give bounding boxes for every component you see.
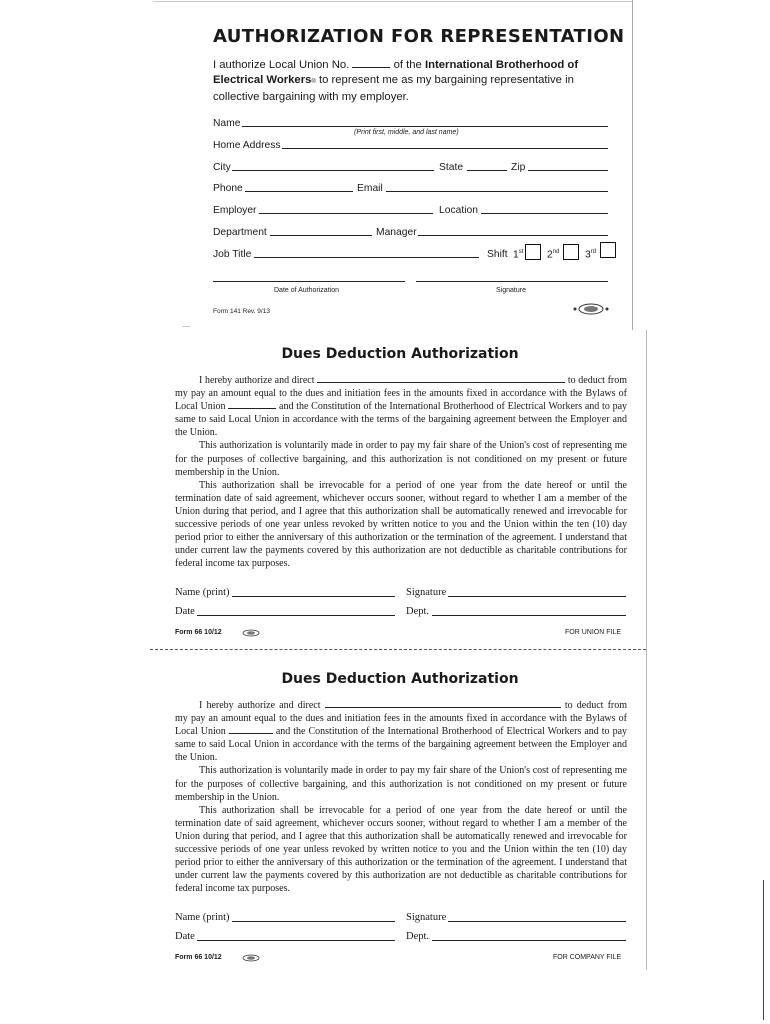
dues-paragraph-2: This authorization is voluntarily made in order to pay my fair share of the Union's cost of representing me for the purposes of collective bargaining, and this authorization is not conditioned on my present or future membership in the Union. bbox=[175, 440, 627, 478]
signature-field[interactable] bbox=[448, 921, 626, 922]
intro-text-4: Electrical Workers bbox=[213, 74, 312, 86]
name-hint: (Print first, middle, and last name) bbox=[354, 129, 459, 136]
top-edge-line bbox=[153, 1, 633, 2]
home-address-label: Home Address bbox=[213, 140, 281, 151]
zip-label: Zip bbox=[511, 162, 526, 173]
dues-form-number: Form 66 10/12 bbox=[175, 954, 222, 961]
signature-label: Signature bbox=[406, 587, 447, 598]
intro-text-5: to represent me as my bargaining representative in collective bargaining with my employer. bbox=[213, 74, 574, 103]
phone-label: Phone bbox=[213, 183, 243, 194]
shift-2-label: 2nd bbox=[547, 249, 560, 261]
date-label: Date bbox=[175, 606, 195, 617]
name-field[interactable] bbox=[242, 126, 608, 127]
date-of-authorization-field[interactable] bbox=[213, 281, 405, 282]
union-seal-icon bbox=[572, 303, 610, 315]
employer-direct-field[interactable] bbox=[325, 699, 561, 708]
city-field[interactable] bbox=[232, 170, 434, 171]
email-field[interactable] bbox=[386, 191, 608, 192]
date-label: Date bbox=[175, 931, 195, 942]
shift-2-checkbox[interactable] bbox=[563, 244, 579, 260]
dues-paragraph-3: This authorization shall be irrevocable for a period of one year from the date hereof or until the termination date of said agreement, whichever occurs sooner, without regard to whether I am a member of the Union during that period, and I agree that this authorization shall be automatically renewed and irrevocable for successive periods of one year unless revoked by written notice to you and the Union within the ten (10) day period prior to either the anniversary of this authorization or the termination of the agreement. I understand that under current law the payments covered by this authorization are not deductible as charitable contributions for federal income tax purposes. bbox=[175, 479, 627, 570]
dues-form-number: Form 66 10/12 bbox=[175, 629, 222, 636]
union-seal-icon bbox=[238, 954, 264, 962]
intro-text-2: of the bbox=[393, 59, 422, 71]
employer-label: Employer bbox=[213, 205, 257, 216]
dues-body bbox=[175, 699, 627, 895]
location-field[interactable] bbox=[481, 213, 608, 214]
signature-field[interactable] bbox=[416, 281, 608, 282]
name-print-label: Name (print) bbox=[175, 912, 230, 923]
job-title-label: Job Title bbox=[213, 249, 252, 260]
file-label: FOR UNION FILE bbox=[565, 629, 622, 636]
intro-text-3: International Brotherhood of bbox=[424, 59, 579, 71]
union-seal-icon bbox=[238, 629, 264, 637]
dues-paragraph-1: I hereby authorize and direct to deduct from my pay an amount equal to the dues and initiation fees in the amounts fixed in accordance with the Bylaws of Local Union and the Constitution of the International Brotherhood of Electrical Workers and to pay same to said Local Union in accordance with the terms of the bargaining agreement between the Employer and the Union. bbox=[175, 375, 628, 439]
dept-label: Dept. bbox=[406, 931, 430, 942]
job-title-field[interactable] bbox=[254, 257, 479, 258]
date-field[interactable] bbox=[197, 615, 395, 616]
date-of-authorization-label: Date of Authorization bbox=[274, 287, 339, 294]
department-label: Department bbox=[213, 227, 267, 238]
location-label: Location bbox=[439, 205, 478, 216]
department-field[interactable] bbox=[270, 235, 372, 236]
name-label: Name bbox=[213, 118, 241, 129]
cut-mark-left bbox=[182, 326, 190, 327]
manager-field[interactable] bbox=[418, 235, 608, 236]
right-margin-line bbox=[646, 330, 647, 970]
dept-field[interactable] bbox=[432, 940, 626, 941]
shift-label: Shift bbox=[487, 249, 508, 260]
name-print-field[interactable] bbox=[232, 921, 395, 922]
date-field[interactable] bbox=[197, 940, 395, 941]
authorization-title: AUTHORIZATION FOR REPRESENTATION bbox=[213, 26, 625, 47]
name-print-label: Name (print) bbox=[175, 587, 230, 598]
manager-label: Manager bbox=[376, 227, 417, 238]
city-label: City bbox=[213, 162, 231, 173]
employer-direct-field[interactable] bbox=[317, 374, 565, 383]
state-field[interactable] bbox=[467, 170, 507, 171]
intro-text-1: I authorize Local Union No. bbox=[213, 59, 350, 71]
state-label: State bbox=[439, 162, 464, 173]
dues-paragraph-3: This authorization shall be irrevocable for a period of one year from the date hereof or until the termination date of said agreement, whichever occurs sooner, without regard to whether I am a member of the Union during that period, and I agree that this authorization shall be automatically renewed and irrevocable for successive periods of one year unless revoked by written notice to you and the Union within the ten (10) day period prior to either the anniversary of this authorization or the termination of the agreement. I understand that under current law the payments covered by this authorization are not deductible as charitable contributions for federal income tax purposes. bbox=[175, 804, 627, 895]
zip-field[interactable] bbox=[528, 170, 608, 171]
file-label: FOR COMPANY FILE bbox=[553, 954, 622, 961]
signature-label: Signature bbox=[406, 912, 447, 923]
dues-paragraph-1: I hereby authorize and direct to deduct from my pay an amount equal to the dues and initiation fees in the amounts fixed in accordance with the Bylaws of Local Union and the Constitution of the International Brotherhood of Electrical Workers and to pay same to said Local Union in accordance with the terms of the bargaining agreement between the Employer and the Union. bbox=[175, 700, 628, 764]
name-print-field[interactable] bbox=[232, 596, 395, 597]
dues-body bbox=[175, 374, 627, 570]
dues-title: Dues Deduction Authorization bbox=[281, 671, 519, 687]
email-label: Email bbox=[357, 183, 383, 194]
home-address-field[interactable] bbox=[282, 148, 608, 149]
shift-1-checkbox[interactable] bbox=[525, 244, 541, 260]
signature-field[interactable] bbox=[448, 596, 626, 597]
registered-mark-icon: ® bbox=[311, 79, 316, 85]
authorization-form-number: Form 141 Rev. 9/13 bbox=[213, 308, 270, 315]
shift-3-checkbox[interactable] bbox=[600, 242, 616, 258]
shift-1-label: 1st bbox=[513, 249, 524, 261]
dues-title: Dues Deduction Authorization bbox=[281, 346, 519, 362]
local-union-field[interactable] bbox=[229, 725, 273, 734]
dept-field[interactable] bbox=[432, 615, 626, 616]
right-edge-line bbox=[632, 0, 633, 330]
authorization-intro bbox=[213, 58, 613, 105]
local-union-number-field[interactable] bbox=[352, 59, 390, 68]
employer-field[interactable] bbox=[259, 213, 433, 214]
dues-paragraph-2: This authorization is voluntarily made in order to pay my fair share of the Union's cost of representing me for the purposes of collective bargaining, and this authorization is not conditioned on my present or future membership in the Union. bbox=[175, 765, 627, 803]
signature-label: Signature bbox=[496, 287, 526, 294]
phone-field[interactable] bbox=[245, 191, 353, 192]
dept-label: Dept. bbox=[406, 606, 430, 617]
local-union-field[interactable] bbox=[228, 400, 276, 409]
cut-line bbox=[150, 649, 646, 650]
shift-3-label: 3rd bbox=[585, 249, 597, 261]
far-right-edge-line bbox=[763, 880, 764, 1020]
